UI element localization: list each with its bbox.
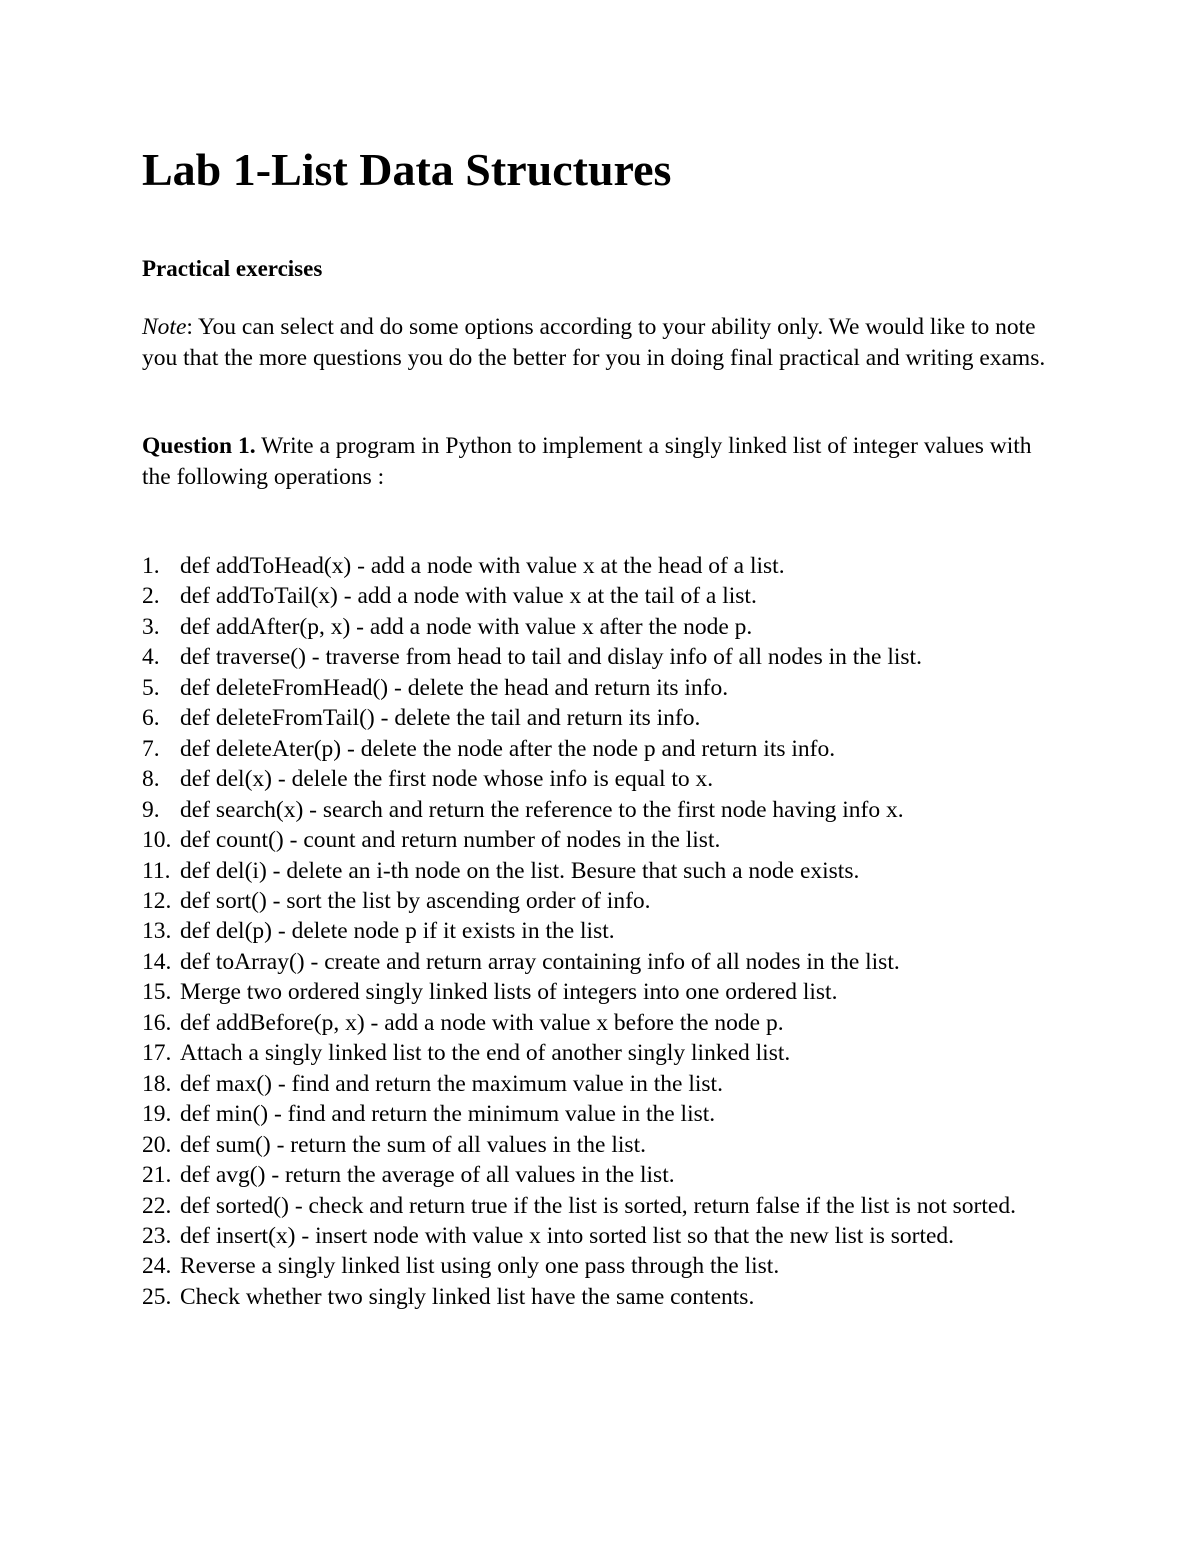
list-item [142, 916, 1072, 946]
item-text: def count() - count and return number of nodes in the list. [180, 827, 721, 854]
item-number: 4. [142, 644, 160, 671]
item-number: 21. [142, 1162, 172, 1189]
item-text: def sum() - return the sum of all values in the list. [180, 1131, 646, 1158]
section-heading: Practical exercises [142, 256, 323, 281]
item-text: def addAfter(p, x) - add a node with value x after the node p. [180, 613, 753, 640]
list-item [142, 642, 1072, 672]
question-text: Write a program in Python to implement a singly linked list of integer values with the following operations : [142, 433, 1032, 490]
item-number: 17. [142, 1040, 172, 1067]
list-item [142, 825, 1072, 855]
list-item [142, 1221, 1072, 1251]
list-item [142, 1251, 1072, 1281]
item-number: 1. [142, 553, 160, 579]
item-text: def addBefore(p, x) - add a node with value x before the node p. [180, 1009, 784, 1036]
note-label: Note [142, 314, 187, 340]
list-item [142, 1069, 1072, 1099]
item-number: 14. [142, 948, 172, 975]
item-number: 25. [142, 1283, 172, 1310]
note-paragraph [142, 312, 1062, 373]
item-number: 9. [142, 796, 160, 823]
item-text: def del(i) - delete an i-th node on the list. Besure that such a node exists. [180, 857, 860, 884]
item-number: 8. [142, 766, 160, 793]
item-text: def avg() - return the average of all values in the list. [180, 1162, 675, 1189]
item-number: 12. [142, 887, 172, 914]
item-number: 10. [142, 827, 172, 854]
list-item [142, 1038, 1072, 1068]
item-text: def del(x) - delele the first node whose info is equal to x. [180, 766, 714, 793]
question-paragraph [142, 431, 1062, 492]
item-text: def addToTail(x) - add a node with value x at the tail of a list. [180, 583, 757, 610]
item-text: def max() - find and return the maximum value in the list. [180, 1070, 723, 1097]
item-text: Merge two ordered singly linked lists of integers into one ordered list. [180, 979, 838, 1006]
list-item [142, 551, 1072, 581]
item-number: 5. [142, 674, 160, 701]
list-item [142, 947, 1072, 977]
list-item [142, 764, 1072, 794]
list-item [142, 581, 1072, 611]
list-item [142, 1160, 1072, 1190]
list-item [142, 886, 1072, 916]
item-number: 11. [142, 857, 171, 884]
list-item [142, 1099, 1072, 1129]
item-text: Reverse a singly linked list using only one pass through the list. [180, 1253, 780, 1280]
list-item [142, 703, 1072, 733]
item-number: 19. [142, 1101, 172, 1128]
item-number: 13. [142, 918, 172, 945]
item-text: def addToHead(x) - add a node with value x at the head of a list. [180, 553, 785, 579]
list-item [142, 612, 1072, 642]
item-text: def min() - find and return the minimum value in the list. [180, 1101, 716, 1128]
item-number: 18. [142, 1070, 172, 1097]
item-number: 3. [142, 613, 160, 640]
question-label: Question 1. [142, 433, 256, 459]
item-number: 22. [142, 1192, 172, 1219]
item-text: Check whether two singly linked list have the same contents. [180, 1283, 755, 1310]
list-item [142, 1008, 1072, 1038]
item-text: def search(x) - search and return the reference to the first node having info x. [180, 796, 904, 823]
item-text: def deleteFromHead() - delete the head and return its info. [180, 674, 729, 701]
list-item [142, 734, 1072, 764]
item-number: 6. [142, 705, 160, 732]
list-item [142, 977, 1072, 1007]
page-title: Lab 1-List Data Structures [142, 144, 672, 195]
note-separator: : [186, 314, 193, 340]
item-number: 20. [142, 1131, 172, 1158]
list-item [142, 1130, 1072, 1160]
item-text: def sorted() - check and return true if the list is sorted, return false if the list is not sorted. [180, 1192, 1016, 1219]
item-number: 16. [142, 1009, 172, 1036]
item-text: def insert(x) - insert node with value x into sorted list so that the new list is sorted. [180, 1222, 955, 1249]
list-item [142, 1191, 1072, 1221]
list-item [142, 1282, 1072, 1312]
item-text: def toArray() - create and return array containing info of all nodes in the list. [180, 948, 900, 975]
item-text: def deleteAter(p) - delete the node after the node p and return its info. [180, 735, 836, 762]
item-text: def traverse() - traverse from head to tail and dislay info of all nodes in the list. [180, 644, 922, 671]
item-number: 7. [142, 735, 160, 762]
list-item [142, 856, 1072, 886]
note-text: You can select and do some options according to your ability only. We would like to note you that the more questions you do the better for you in doing final practical and writing exams. [142, 314, 1046, 371]
list-item [142, 673, 1072, 703]
item-number: 15. [142, 979, 172, 1006]
item-text: Attach a singly linked list to the end of another singly linked list. [180, 1040, 791, 1067]
item-text: def deleteFromTail() - delete the tail and return its info. [180, 705, 701, 732]
item-number: 2. [142, 583, 160, 610]
exercise-list [142, 551, 1072, 1312]
list-item [142, 795, 1072, 825]
item-number: 24. [142, 1253, 172, 1280]
item-text: def sort() - sort the list by ascending order of info. [180, 887, 651, 914]
item-text: def del(p) - delete node p if it exists in the list. [180, 918, 615, 945]
item-number: 23. [142, 1222, 172, 1249]
